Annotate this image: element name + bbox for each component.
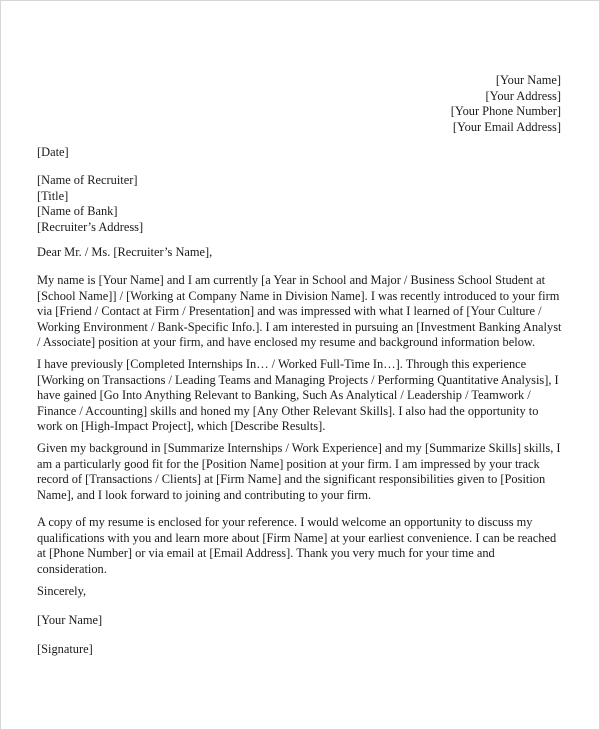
paragraph-line: My name is [Your Name] and I am currently [a Year in School and Major / Business School Student at xyxy=(37,273,546,287)
sender-email: [Your Email Address] xyxy=(452,119,561,134)
paragraph-2 xyxy=(37,357,567,435)
paragraph-3 xyxy=(37,441,567,503)
paragraph-line: am a particularly good fit for the [Position Name] position at your firm. I am impressed by your track xyxy=(37,456,540,471)
recipient-bank: [Name of Bank] xyxy=(37,204,118,218)
signature: [Signature] xyxy=(37,642,93,656)
paragraph-line: [Working on Transactions / Leading Teams and Managing Projects / Performing Quantitative Analysis], I xyxy=(37,372,559,387)
signature-block xyxy=(37,642,567,658)
paragraph-line: A copy of my resume is enclosed for your reference. I would welcome an opportunity to discuss my xyxy=(37,515,533,529)
letter-date: [Date] xyxy=(37,145,69,159)
sender-phone: [Your Phone Number] xyxy=(450,104,561,118)
paragraph-line: Name], and I look forward to joining and contributing to your firm. xyxy=(37,487,372,502)
paragraph-line: qualifications with you and learn more about [Firm Name] at your earliest convenience. I can be reached xyxy=(37,530,557,545)
recipient-block xyxy=(37,173,567,235)
paragraph-line: Given my background in [Summarize Internships / Work Experience] and my [Summarize Skills] skills, I xyxy=(37,441,561,455)
paragraph-line: Working Environment / Bank-Specific Info.]. I am interested in pursuing an [Investment Banking Analyst xyxy=(37,319,562,334)
paragraph-line: via [Friend / Contact at Firm / Presentation] and was impressed with what I learned of [Your Culture / xyxy=(37,304,542,318)
paragraph-4 xyxy=(37,515,567,577)
paragraph-line: consideration. xyxy=(37,561,107,576)
closing-block xyxy=(37,584,567,600)
paragraph-line: / Associate] position at your firm, and have enclosed my resume and background information below. xyxy=(37,335,536,349)
paragraph-line: I have previously [Completed Internships In… / Worked Full-Time In…]. Through this experience xyxy=(37,357,527,371)
paragraph-line: work on [High-Impact Project], which [Describe Results]. xyxy=(37,419,326,433)
sender-block xyxy=(451,73,561,135)
salutation-block xyxy=(37,245,567,261)
recipient-address: [Recruiter’s Address] xyxy=(37,219,144,234)
paragraph-line: have gained [Go Into Anything Relevant to Banking, Such As Analytical / Leadership / Teamwork / xyxy=(37,388,531,402)
sender-name: [Your Name] xyxy=(495,73,561,87)
paragraph-line: at [Phone Number] or via email at [Email Address]. Thank you very much for your time and xyxy=(37,546,495,560)
recipient-title: [Title] xyxy=(37,188,69,203)
salutation: Dear Mr. / Ms. [Recruiter’s Name], xyxy=(37,245,213,259)
date-block xyxy=(37,145,567,161)
signoff-block xyxy=(37,613,567,629)
sender-address: [Your Address] xyxy=(485,88,561,103)
paragraph-line: record of [Transactions / Clients] at [Firm Name] and the significant responsibilities given to [Position xyxy=(37,472,546,486)
closing: Sincerely, xyxy=(37,584,87,598)
paragraph-line: Finance / Accounting] skills and honed my [Any Other Relevant Skills]. I also had the opportunity to xyxy=(37,403,539,418)
paragraph-line: [School Name]] / [Working at Company Name in Division Name]. I was recently introduced to your firm xyxy=(37,288,560,303)
paragraph-1 xyxy=(37,273,567,351)
recipient-name: [Name of Recruiter] xyxy=(37,173,138,187)
signoff-name: [Your Name] xyxy=(37,613,103,627)
